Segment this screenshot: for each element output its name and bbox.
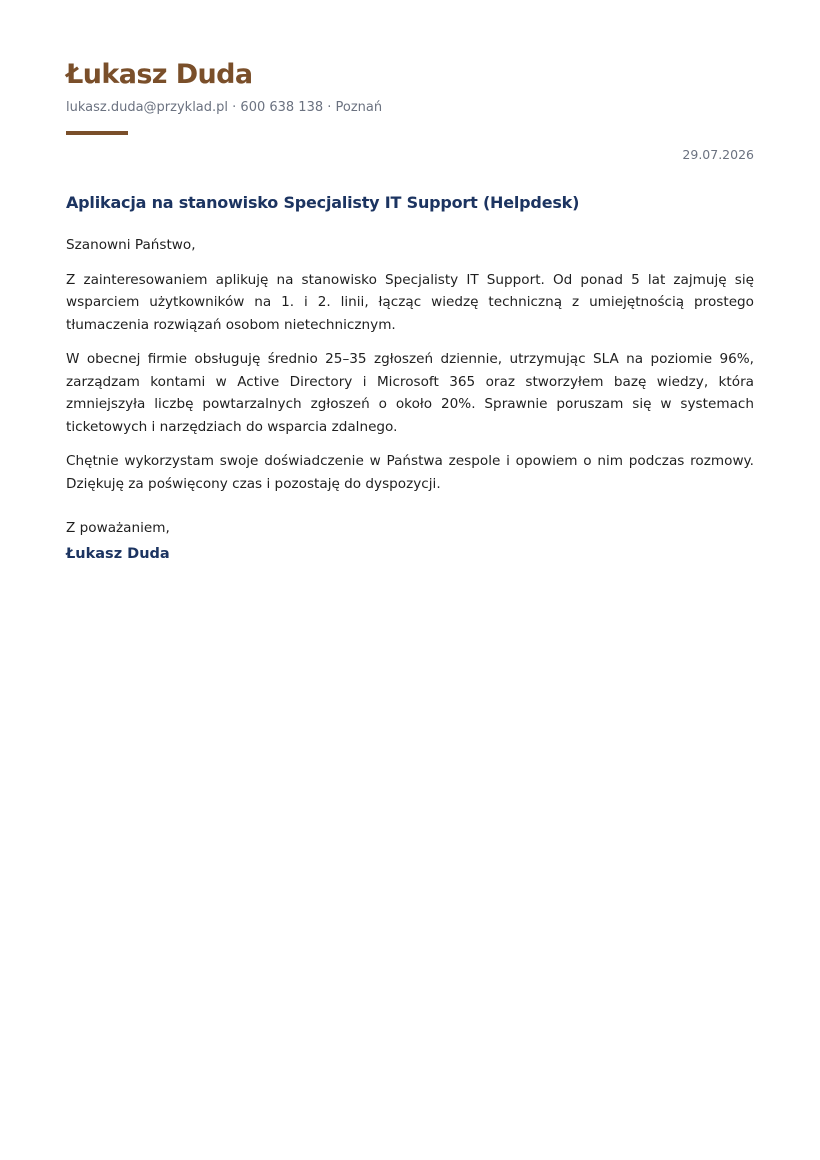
letter-header [66, 56, 754, 118]
accent-divider [66, 131, 128, 135]
contact-line: lukasz.duda@przyklad.pl · 600 638 138 · Poznań [66, 100, 383, 115]
signature-name: Łukasz Duda [66, 546, 170, 562]
salutation: Szanowni Państwo, [66, 237, 196, 253]
body-paragraph-3: Chętnie wykorzystam swoje doświadczenie w Państwa zespole i opowiem o nim podczas rozmowy. Dziękuję za poświęcony czas i pozostaję do dyspozycji. [66, 453, 754, 492]
applicant-name: Łukasz Duda [66, 59, 253, 90]
letter-date: 29.07.2026 [682, 147, 754, 162]
letter-subject: Aplikacja na stanowisko Specjalisty IT Support (Helpdesk) [66, 193, 580, 212]
body-paragraph-2: W obecnej firmie obsługuję średnio 25–35 zgłoszeń dziennie, utrzymując SLA na poziomie 96%, zarządzam kontami w Active Directory i Microsoft 365 oraz stworzyłem bazę wiedzy, która zmniejszyła liczbę powtarzalnych zgłoszeń o około 20%. Sprawnie poruszam się w systemach ticketowych i narzędziach do wsparcia zdalnego. [66, 351, 754, 435]
closing-phrase: Z poważaniem, [66, 520, 170, 536]
letter-body [66, 234, 754, 507]
body-paragraph-1: Z zainteresowaniem aplikuję na stanowisko Specjalisty IT Support. Od ponad 5 lat zajmuję się wsparciem użytkowników na 1. i 2. linii, łącząc wiedzę techniczną z umiejętnością prostego tłumaczenia rozwiązań osobom nietechnicznym. [66, 271, 754, 333]
